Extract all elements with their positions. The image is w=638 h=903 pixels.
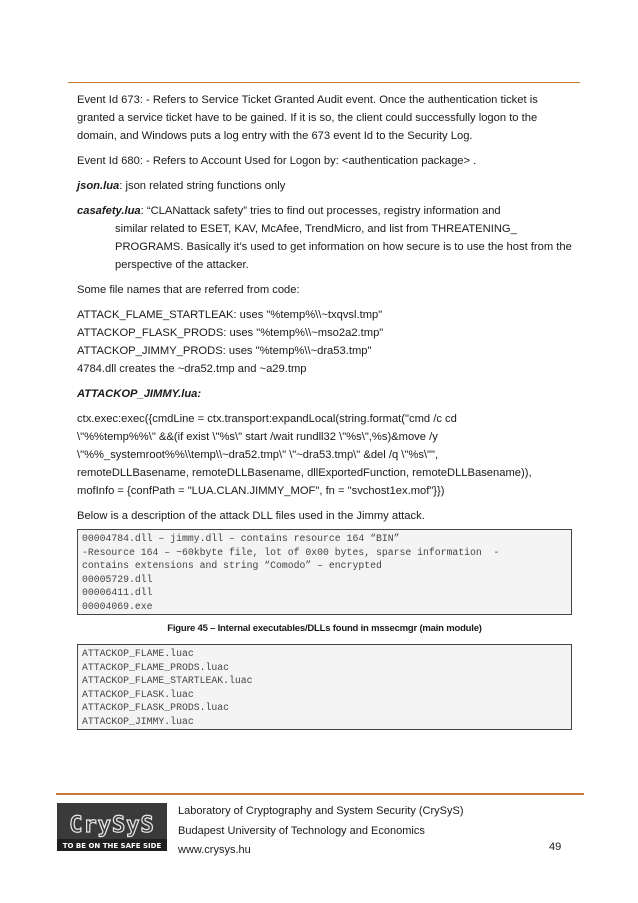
file-line: 4784.dll creates the ~dra52.tmp and ~a29.tmp <box>77 363 307 375</box>
exec-line: mofInfo = {confPath = "LUA.CLAN.JIMMY_MOF", fn = "svchost1ex.mof"}}) <box>77 485 445 497</box>
code-line: 00006411.dll <box>82 587 153 598</box>
exec-line: \"%%_systemroot%%\\temp\\~dra52.tmp\" \"~dra53.tmp\" &del /q \"%s\"", <box>77 449 439 461</box>
paragraph-casafety-lua <box>77 202 572 274</box>
code-line: ATTACKOP_FLAME_PRODS.luac <box>82 661 229 673</box>
exec-code <box>77 410 572 500</box>
page-body <box>77 91 572 730</box>
casafety-desc: similar related to ESET, KAV, McAfee, TrendMicro, and list from THREATENING_ PROGRAMS. Basically it’s used to get information on how secure is to use the host from the perspective of the attacker. <box>115 223 572 271</box>
code-line: -Resource 164 – ~60kbyte file, lot of 0x00 bytes, sparse information - <box>82 546 500 558</box>
paragraph-json-lua <box>77 177 572 195</box>
svg-text:TO BE ON THE SAFE SIDE: TO BE ON THE SAFE SIDE <box>62 842 162 850</box>
exec-line: \"%%temp%%\" &&(if exist \"%s\" start /wait rundll32 \"%s\",%s)&move /y <box>77 431 438 443</box>
exec-line: ctx.exec:exec({cmdLine = ctx.transport:expandLocal(string.format("cmd /c cd <box>77 413 457 425</box>
code-line: ATTACKOP_FLASK_PRODS.luac <box>82 702 229 713</box>
header-rule <box>68 82 580 83</box>
code-line: ATTACKOP_FLAME_STARTLEAK.luac <box>82 675 253 686</box>
crysys-logo-icon <box>57 803 167 851</box>
page-number: 49 <box>549 841 562 853</box>
jimmy-heading: ATTACKOP_JIMMY.lua: <box>77 388 202 400</box>
code-line: ATTACKOP_JIMMY.luac <box>82 715 194 727</box>
file-names-list <box>77 306 572 378</box>
casafety-lua-name: casafety.lua <box>77 205 141 217</box>
exec-line: remoteDLLBasename, remoteDLLBasename, dllExportedFunction, remoteDLLBasename)), <box>77 467 532 479</box>
svg-text:CrySyS: CrySyS <box>69 813 155 838</box>
file-line: ATTACKOP_FLASK_PRODS: uses "%temp%\\~mso2a2.tmp" <box>77 327 384 339</box>
code-box-luac <box>77 644 572 730</box>
json-lua-desc: : json related string functions only <box>119 180 286 192</box>
casafety-line1: : “CLANattack safety” tries to find out processes, registry information and <box>140 205 501 217</box>
json-lua-name: json.lua <box>77 180 120 192</box>
file-line: ATTACKOP_JIMMY_PRODS: uses "%temp%\\~dra53.tmp" <box>77 345 372 357</box>
code-box-dlls <box>77 529 572 615</box>
code-line: 00004784.dll – jimmy.dll – contains resource 164 “BIN” <box>82 533 400 544</box>
footer-university: Budapest University of Technology and Economics <box>178 824 425 837</box>
paragraph-file-names: Some file names that are referred from code: <box>77 284 300 296</box>
code-line: ATTACKOP_FLAME.luac <box>82 648 194 659</box>
footer-lab: Laboratory of Cryptography and System Security (CrySyS) <box>178 805 464 817</box>
code-line: ATTACKOP_FLASK.luac <box>82 688 194 700</box>
footer-text <box>178 802 464 861</box>
file-line: ATTACK_FLAME_STARTLEAK: uses "%temp%\\~txqvsl.tmp" <box>77 309 383 321</box>
code-line: 00004069.exe <box>82 600 153 612</box>
paragraph-event-673: Event Id 673: - Refers to Service Ticket Granted Audit event. Once the authentication ticket is granted a service ticket have to be gained. If it is so, the client could successfully logon to the domain, and Windows puts a log entry with the 673 event Id to the Security Log. <box>77 94 538 142</box>
paragraph-below: Below is a description of the attack DLL files used in the Jimmy attack. <box>77 510 425 522</box>
footer-rule <box>56 793 584 795</box>
code-line: contains extensions and string “Comodo” – encrypted <box>82 560 382 571</box>
figure-caption: Figure 45 – Internal executables/DLLs found in mssecmgr (main module) <box>167 623 482 634</box>
crysys-logo <box>57 803 167 851</box>
code-line: 00005729.dll <box>82 573 153 585</box>
paragraph-event-680: Event Id 680: - Refers to Account Used for Logon by: <authentication package> . <box>77 155 477 167</box>
footer-website[interactable]: www.crysys.hu <box>178 844 251 856</box>
